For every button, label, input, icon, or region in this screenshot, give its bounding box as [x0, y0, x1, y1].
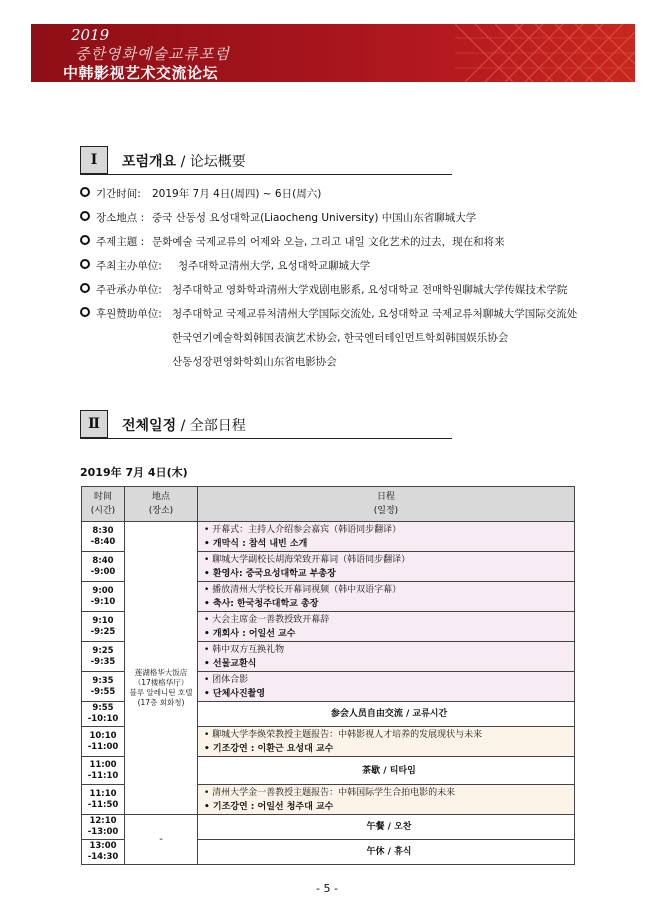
time-end: -11:10 — [87, 770, 119, 781]
time-start: 8:30 — [92, 525, 114, 536]
time-end: -14:30 — [87, 852, 119, 862]
time-cell — [82, 522, 125, 552]
time-start: 13:00 — [89, 841, 117, 851]
schedule-table — [81, 486, 575, 865]
venue-line: 莲湖格华大饭店 — [134, 668, 188, 677]
program-cell — [198, 672, 575, 702]
section-1-number: Ⅰ — [80, 146, 108, 174]
program-cell — [198, 552, 575, 582]
item-value: 문화예술 국제교류의 어제와 오늘, 그리고 내일 文化艺术的过去，现在和将来 — [152, 236, 505, 248]
time-cell — [82, 785, 125, 815]
time-end: -13:00 — [87, 827, 119, 837]
program-cell: 午休 / 휴식 — [198, 840, 575, 865]
item-label: 장소地点 : — [96, 212, 145, 224]
table-row — [82, 522, 575, 552]
program-line: • 播放清州大学校长开幕词视频（韩中双语字幕） — [204, 584, 402, 595]
item-value: 청주대학교 국제교류처清州大学国际交流处, 요성대학교 국제교류처聊城大学国际交流处 — [172, 308, 578, 320]
item-value: 중국 산동성 요성대학교(Liaocheng University) 中国山东省聊城大学 — [152, 212, 477, 224]
section-2-title — [122, 415, 246, 435]
program-line: • 开幕式：主持人介绍参会嘉宾（韩语同步翻译） — [204, 524, 402, 535]
item-label: 주제主题 : — [96, 236, 145, 248]
header-time-cn: 时间 — [93, 492, 112, 502]
program-cell: 茶歇 / 티타임 — [198, 757, 575, 785]
program-line: • 大会主席金一善教授致开幕辞 — [204, 614, 330, 625]
sponsor-continuation: 한국연기예술학회韩国表演艺术协会, 한국엔터테인먼트학회韩国娱乐协会 — [172, 332, 509, 344]
time-end: -8:40 — [90, 536, 116, 547]
program-line: • 단체사진촬영 — [204, 688, 266, 699]
time-end: -9:55 — [90, 686, 116, 697]
time-cell — [82, 727, 125, 757]
section-1-title — [122, 151, 246, 171]
time-cell — [82, 840, 125, 865]
time-end: -9:35 — [90, 656, 116, 667]
section-1-heading — [80, 146, 452, 175]
venue-line: (17층 회화청) — [137, 698, 185, 707]
program-cell — [198, 582, 575, 612]
time-start: 11:00 — [89, 759, 117, 770]
header-time-kr: (시간) — [90, 506, 116, 516]
section-2-heading — [80, 410, 452, 439]
section-2-title-bold: 전체일정 — [122, 418, 177, 434]
program-line: • 축사: 한국청주대학교 총장 — [204, 598, 319, 609]
time-start: 9:10 — [92, 615, 114, 626]
program-line: • 聊城大学副校长胡海荣致开幕词（韩语同步翻译） — [204, 554, 411, 565]
section-1-title-bold: 포럼개요 — [122, 154, 177, 170]
item-value: 청주대학교 영화학과清州大学戏剧电影系, 요성대학교 전매학원聊城大学传媒技术学院 — [172, 284, 568, 296]
time-cell — [82, 815, 125, 840]
time-cell — [82, 612, 125, 642]
banner-chinese-title: 中韩影视艺术交流论坛 — [63, 64, 219, 82]
time-end: -11:50 — [87, 799, 119, 810]
item-value: 청주대학교清州大学, 요성대학교聊城大学 — [178, 260, 371, 272]
program-line: • 개회사 : 어일선 교수 — [204, 628, 296, 639]
program-cell — [198, 522, 575, 552]
item-label: 후원赞助单位: — [96, 308, 162, 320]
circle-bullet-icon — [80, 259, 90, 269]
time-start: 11:10 — [89, 788, 117, 799]
circle-bullet-icon — [80, 187, 90, 197]
time-cell — [82, 672, 125, 702]
item-label: 기간时间: — [96, 188, 141, 200]
time-start: 9:25 — [92, 645, 114, 656]
item-value: 2019年 7月 4日(周四) ~ 6日(周六) — [152, 188, 322, 200]
program-cell — [198, 612, 575, 642]
venue-cell: - — [125, 815, 198, 865]
time-cell — [82, 702, 125, 727]
time-end: -9:25 — [90, 626, 116, 637]
program-cell — [198, 785, 575, 815]
time-end: -10:10 — [87, 714, 119, 724]
item-label: 주최主办单位: — [96, 260, 162, 272]
program-line: • 聊城大学李焕荣教授主题报告：中韩影视人才培养的发展现状与未来 — [204, 729, 483, 740]
header-time — [82, 487, 125, 522]
circle-bullet-icon — [80, 235, 90, 245]
circle-bullet-icon — [80, 307, 90, 317]
program-line: • 기조강연 : 이환근 요성대 교수 — [204, 743, 334, 754]
header-place-kr: (장소) — [148, 506, 174, 516]
program-cell: 午餐 / 오찬 — [198, 815, 575, 840]
item-label: 주관承办单位: — [96, 284, 162, 296]
section-2-number: Ⅱ — [80, 410, 108, 438]
time-start: 8:40 — [92, 555, 114, 566]
time-start: 10:10 — [89, 730, 117, 741]
page-number: - 5 - — [316, 882, 338, 895]
program-cell — [198, 642, 575, 672]
table-row — [82, 815, 575, 840]
program-line: • 개막식 : 참석 내빈 소개 — [204, 538, 308, 549]
section-1-title-rest: / 论坛概要 — [180, 154, 246, 170]
time-end: -9:10 — [90, 596, 116, 607]
time-cell — [82, 582, 125, 612]
header-program-kr: (일정) — [373, 506, 399, 516]
program-line: • 선물교환식 — [204, 658, 257, 669]
program-cell — [198, 727, 575, 757]
time-cell — [82, 552, 125, 582]
time-start: 12:10 — [89, 816, 117, 826]
program-line: • 기조강연 : 어일선 청주대 교수 — [204, 801, 334, 812]
banner-korean-title: 중한영화예술교류포럼 — [75, 45, 230, 63]
venue-line: （17楼格华厅） — [133, 678, 189, 687]
program-line: • 환영사: 중국요성대학교 부총장 — [204, 568, 336, 579]
header-place-cn: 地点 — [151, 492, 170, 502]
time-end: -11:00 — [87, 741, 119, 752]
time-start: 9:55 — [92, 703, 114, 713]
circle-bullet-icon — [80, 283, 90, 293]
schedule-date: 2019年 7月 4日(木) — [80, 466, 188, 479]
time-end: -9:00 — [90, 566, 116, 577]
lattice-pattern — [455, 24, 635, 82]
header-program — [198, 487, 575, 522]
time-cell — [82, 642, 125, 672]
table-header-row — [82, 487, 575, 522]
program-line: • 韩中双方互换礼物 — [204, 644, 285, 655]
sponsor-continuation: 산동성장편영화학회山东省电影协会 — [172, 356, 337, 368]
time-cell — [82, 757, 125, 785]
time-start: 9:35 — [92, 675, 114, 686]
header-place — [125, 487, 198, 522]
venue-cell — [125, 522, 198, 815]
time-start: 9:00 — [92, 585, 114, 596]
banner-year: 2019 — [71, 26, 110, 44]
section-2-title-rest: / 全部日程 — [180, 418, 246, 434]
circle-bullet-icon — [80, 211, 90, 221]
header-program-cn: 日程 — [376, 492, 395, 502]
program-line: • 团体合影 — [204, 674, 249, 685]
program-line: • 清州大学金一善教授主题报告：中韩国际学生合拍电影的未来 — [204, 787, 456, 798]
venue-line: 블루 알레니틴 호텔 — [129, 688, 193, 697]
program-cell: 参会人员自由交流 / 교류시간 — [198, 702, 575, 727]
header-banner — [31, 24, 635, 82]
